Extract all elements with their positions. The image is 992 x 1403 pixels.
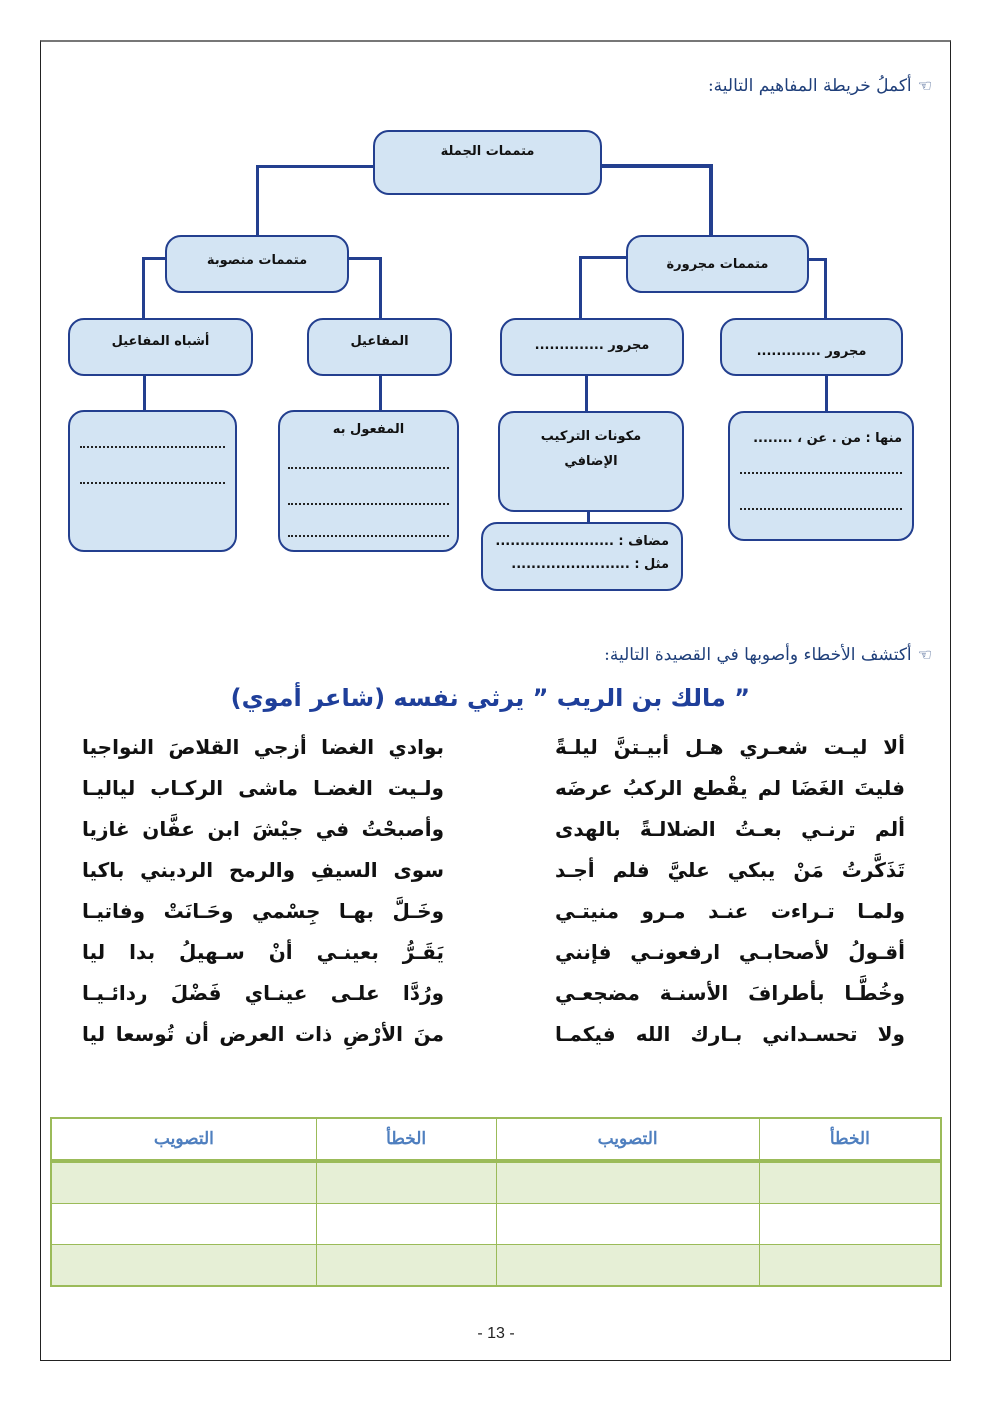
connector-line [825, 376, 828, 412]
verse-left: ولـيت الغضـا ماشى الركـاب لياليـا [82, 776, 444, 800]
pointing-hand-icon: ☜ [917, 76, 932, 95]
verse-left: منَ الأرْضِ ذات العرض أن تُوسعا ليا [82, 1022, 444, 1046]
instruction-text: أكتشف الأخطاء وأصوبها في القصيدة التالية: [604, 645, 912, 665]
table-cell[interactable] [51, 1245, 316, 1287]
verse-right: ولا تحسـداني بـارك الله فيكمـا [555, 1022, 905, 1046]
instruction-text: أكملُ خريطة المفاهيم التالية: [707, 76, 912, 96]
connector-line [600, 164, 712, 168]
table-row [51, 1161, 941, 1204]
verse-left: وأصبحْتُ في جيْشَ ابن عفَّان غازيا [82, 817, 444, 841]
table-cell[interactable] [316, 1245, 496, 1287]
connector-line [142, 257, 145, 319]
connector-line [379, 375, 382, 411]
page-number: - 13 - [477, 1325, 515, 1342]
connector-line [579, 256, 627, 259]
table-row [51, 1245, 941, 1287]
node-ashbah-box[interactable] [68, 410, 237, 552]
concept-map-instruction [708, 76, 932, 96]
node-mafool-box[interactable]: المفعول به [278, 410, 459, 552]
node-majrura: متممات مجرورة [626, 235, 809, 293]
verse-left: سوى السيفِ والرمح الرديني باكيا [82, 858, 444, 882]
answer-line[interactable] [740, 508, 902, 510]
answer-line[interactable] [80, 482, 225, 484]
connector-line [256, 165, 374, 168]
node-ashbah-mafaeel: أشباه المفاعيل [68, 318, 253, 376]
verse-left: بوادي الغضا أزجي القلاصَ النواجيا [82, 735, 444, 759]
table-cell[interactable] [496, 1245, 759, 1287]
connector-line [579, 256, 582, 319]
corrections-table [50, 1117, 942, 1287]
verse-right: أقـولُ لأصحابـي ارفعونـي فإنني [555, 940, 905, 964]
table-cell[interactable] [51, 1204, 316, 1245]
header-correction: التصويب [51, 1118, 316, 1161]
table-cell[interactable] [51, 1161, 316, 1204]
node-mudaf-box[interactable]: مضاف : ........................ مثل : ........................ [481, 522, 683, 591]
connector-line [143, 375, 146, 411]
node-mansuba: متممات منصوبة [165, 235, 349, 293]
poem-instruction [604, 645, 932, 665]
table-cell[interactable] [316, 1204, 496, 1245]
node-idafi-box: مكونات التركيب الإضافي [498, 411, 684, 512]
connector-line [379, 257, 382, 319]
table-cell[interactable] [496, 1204, 759, 1245]
verse-right: تَذَكَّرتُ مَنْ يبكي عليَّ فلم أجـد [555, 858, 905, 882]
connector-line [709, 164, 713, 235]
table-cell[interactable] [316, 1161, 496, 1204]
verse-right: وخُطَّـا بأطرافَ الأسنـة مضجعـي [555, 981, 905, 1005]
verse-left: ورُدَّا علـى عينـاي فَضْلَ ردائـيـا [82, 981, 444, 1005]
answer-line[interactable] [80, 446, 225, 448]
node-mafaeel: المفاعيل [307, 318, 452, 376]
answer-line[interactable] [288, 503, 449, 505]
node-harf-box[interactable]: منها : من . عن ، ........ [728, 411, 914, 541]
header-mistake: الخطأ [759, 1118, 941, 1161]
poem-title: ” مالك بن الريب ” يرثي نفسه (شاعر أموي) [230, 684, 750, 712]
table-cell[interactable] [759, 1161, 941, 1204]
connector-line [142, 257, 166, 260]
table-row [51, 1204, 941, 1245]
table-cell[interactable] [759, 1204, 941, 1245]
connector-line [256, 165, 259, 235]
answer-line[interactable] [740, 472, 902, 474]
verse-left: يَقَـرُّ بعينـي أنْ سـهيلُ بدا ليا [82, 940, 444, 964]
verse-right: ولمـا تـراءت عنـد مـرو منيتـي [555, 899, 905, 923]
header-correction: التصويب [496, 1118, 759, 1161]
verse-right: فليتَ الغَضَا لم يقْطع الركبُ عرضَه [555, 776, 905, 800]
verse-right: ألا ليـت شعـري هـل أبيـتنَّ ليلـةً [555, 735, 905, 759]
answer-line[interactable] [288, 535, 449, 537]
node-root: متممات الجملة [373, 130, 602, 195]
verse-left: وخَـلَّ بهـا جِسْمي وحَـانَتْ وفاتيـا [82, 899, 444, 923]
connector-line [585, 376, 588, 411]
answer-line[interactable] [288, 467, 449, 469]
node-majroor-idafa[interactable]: مجرور .............. [500, 318, 684, 376]
node-majroor-harf[interactable]: مجرور ............. [720, 318, 903, 376]
pointing-hand-icon: ☜ [917, 645, 932, 664]
table-cell[interactable] [759, 1245, 941, 1287]
verse-right: ألم ترنـي بعـتُ الضلالـةً بالهدى [555, 817, 905, 841]
connector-line [348, 257, 381, 260]
table-header-row [51, 1118, 941, 1161]
table-cell[interactable] [496, 1161, 759, 1204]
connector-line [824, 258, 827, 319]
header-mistake: الخطأ [316, 1118, 496, 1161]
